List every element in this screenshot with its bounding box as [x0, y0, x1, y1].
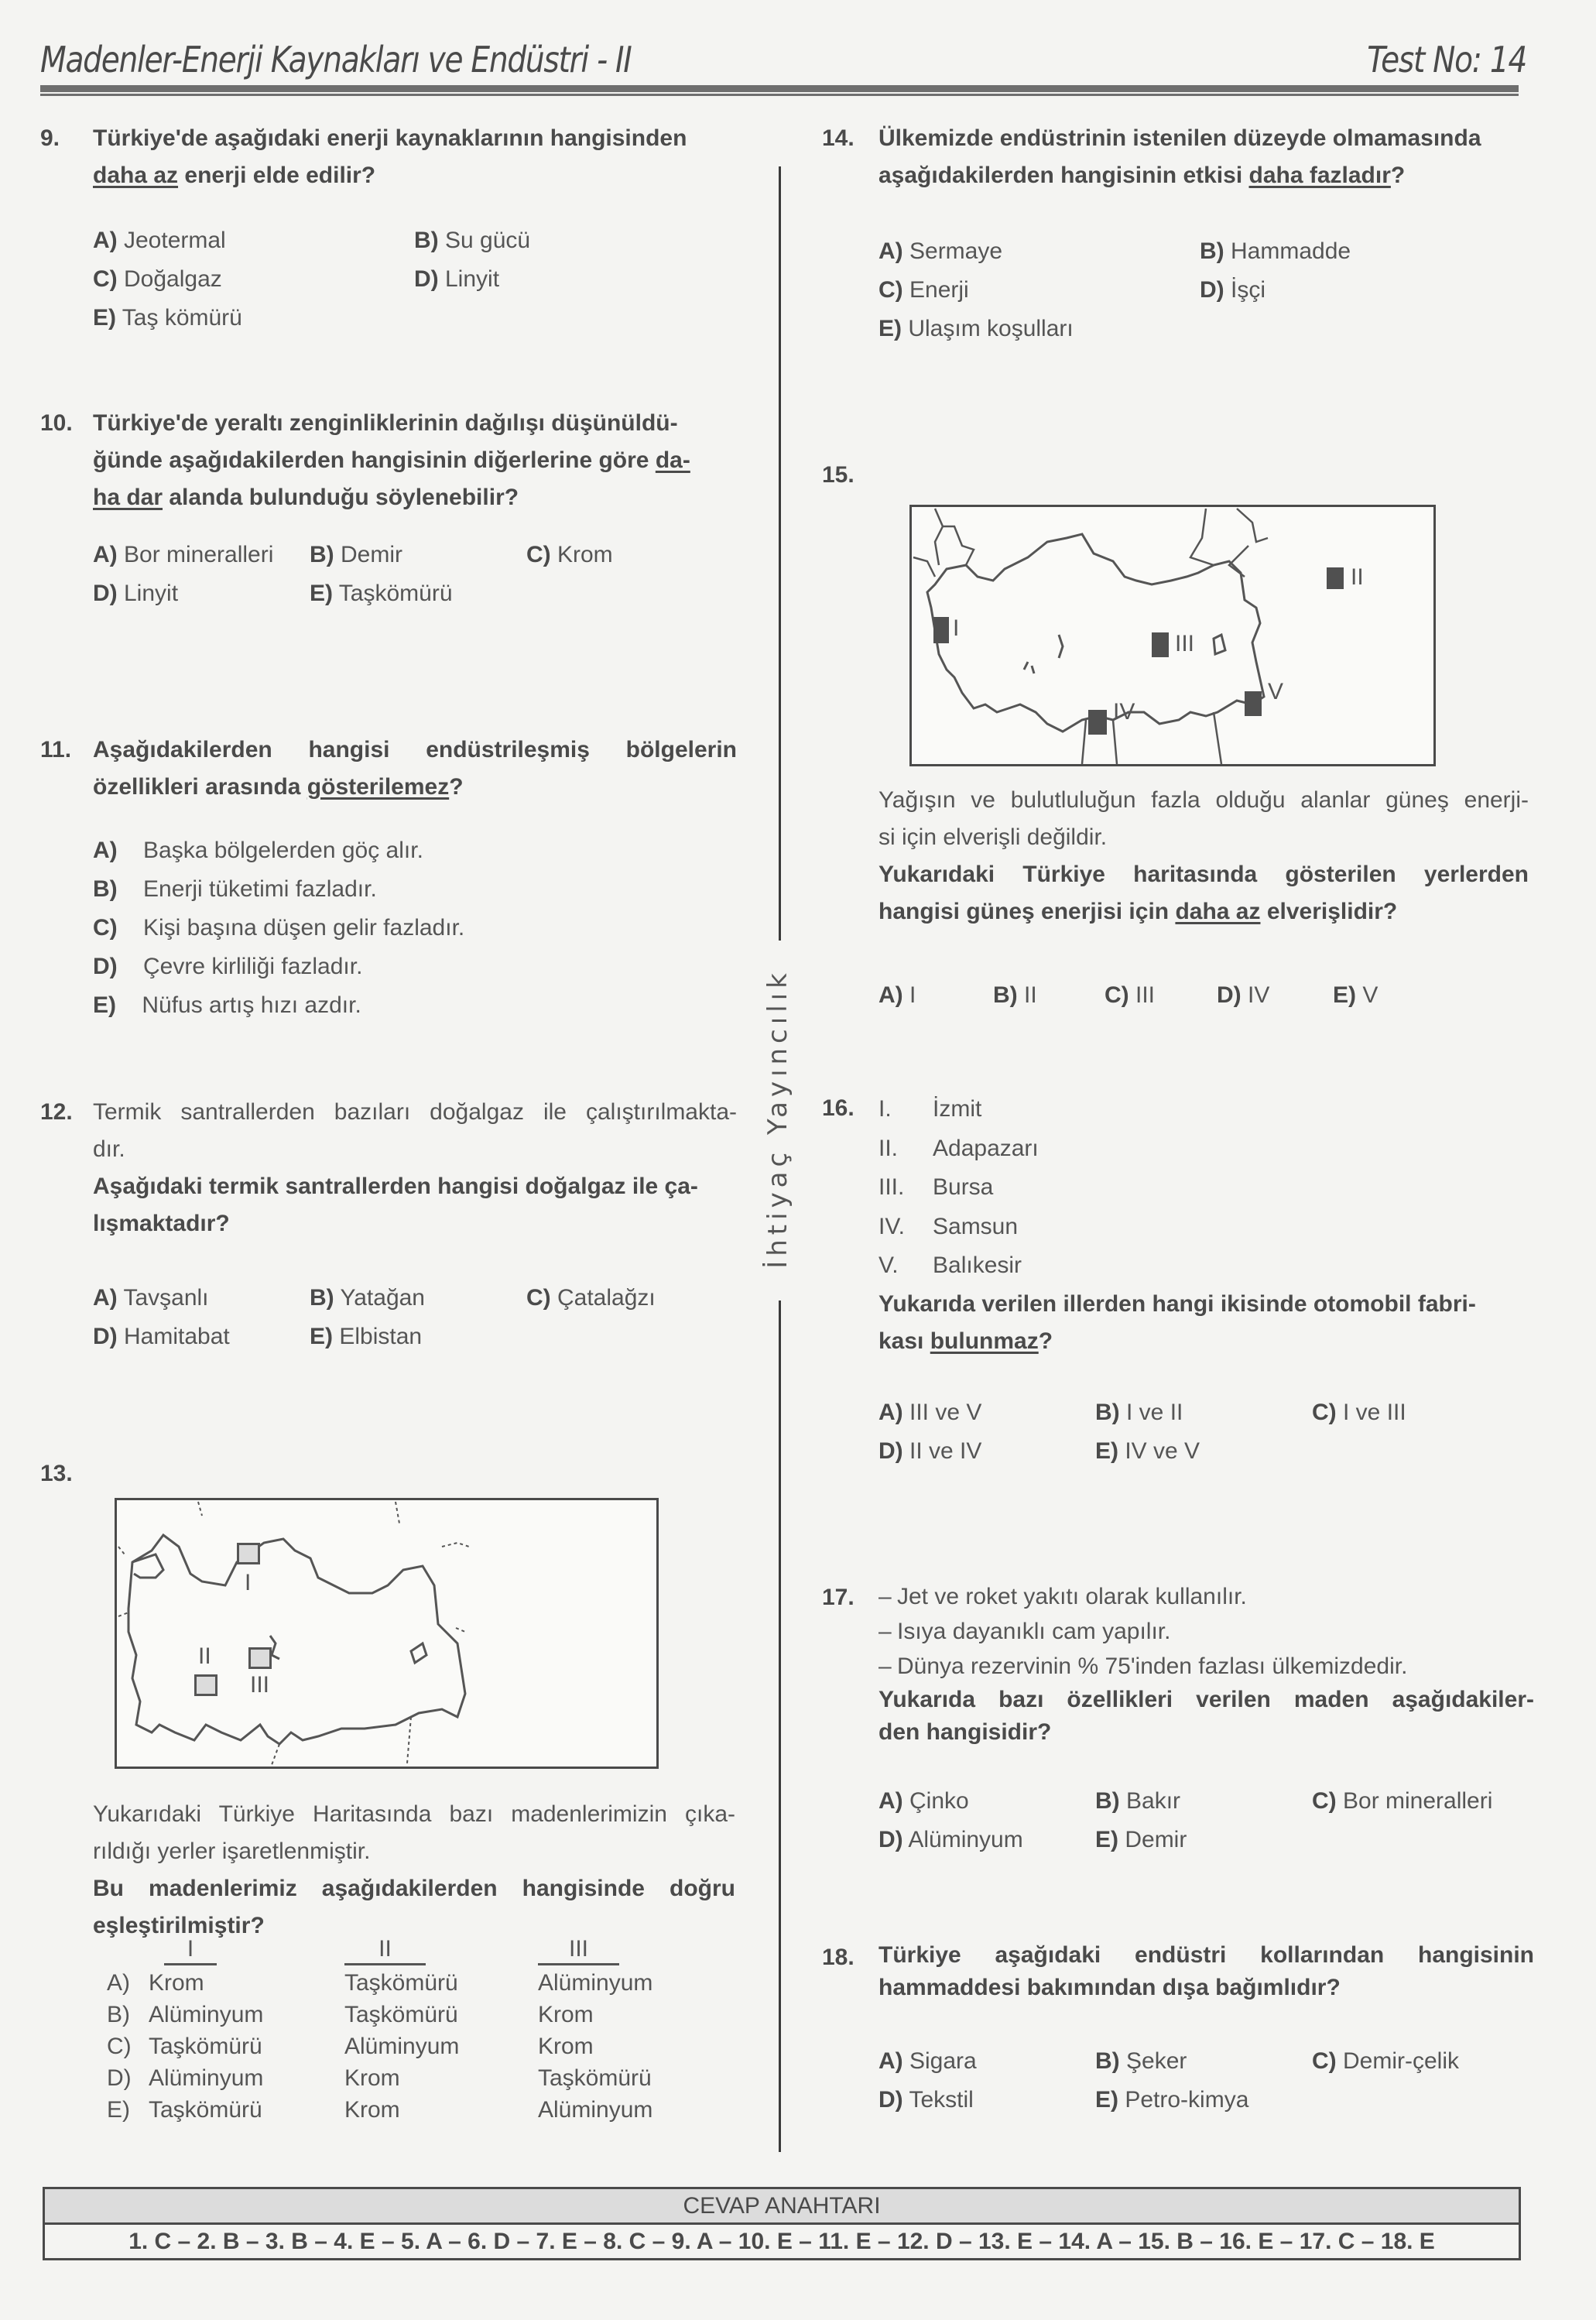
question-premise: Yağışın ve bulutluluğun fazla olduğu alanlar güneş enerji- si için elverişli değildir. — [878, 787, 1529, 850]
option-c[interactable]: C) Bor mineralleri — [1312, 1788, 1493, 1814]
option-b[interactable]: B) Bakır — [1095, 1788, 1181, 1814]
question-number: 17. — [822, 1585, 855, 1610]
list-item: II. Adapazarı — [878, 1135, 1039, 1161]
turkey-outline-icon — [912, 507, 1433, 764]
column-header: III — [538, 1935, 619, 1965]
marker-ii — [194, 1674, 217, 1696]
option-e[interactable]: E) Taşkömürü — [310, 581, 453, 606]
table-row[interactable]: E) Taşkömürü Krom Alüminyum — [107, 2097, 653, 2123]
answer-key-answers: 1. C – 2. B – 3. B – 4. E – 5. A – 6. D – 7. E – 8. C – 9. A – 10. E – 11. E – 12. D – 13. E – 14. A – 15. B – 16. E – 17. C – 18. E — [128, 2228, 1435, 2254]
option-a[interactable]: A) Çinko — [878, 1788, 969, 1814]
marker-ii — [1327, 567, 1344, 589]
option-d[interactable]: D) Alüminyum — [878, 1827, 1023, 1852]
question-stem: Türkiye'de aşağıdaki enerji kaynaklarının hangisinden daha az enerji elde edilir? — [93, 125, 687, 188]
question-number: 10. — [40, 410, 73, 436]
option-a[interactable]: A) Sigara — [878, 2048, 977, 2074]
publisher-brand: İhtiyaç Yayıncılık — [762, 968, 794, 1269]
question-stem: Türkiye'de yeraltı zenginliklerinin dağılışı düşünüldü- ğünde aşağıdakilerden hangisinin diğerlerine göre da- ha dar alanda bulunduğu söylenebilir? — [93, 410, 690, 510]
marker-iv — [1088, 710, 1107, 735]
option-b[interactable]: B) Su gücü — [414, 228, 531, 253]
question-premise: Yukarıdaki Türkiye Haritasında bazı madenlerimizin çıka- rıldığı yerler işaretlenmiştir. — [93, 1801, 735, 1864]
option-b[interactable]: B) II — [993, 982, 1037, 1008]
marker-i — [237, 1543, 260, 1564]
option-c[interactable]: C) Krom — [526, 542, 613, 567]
option-c[interactable]: C) Demir-çelik — [1312, 2048, 1459, 2074]
option-e[interactable]: E) Demir — [1095, 1827, 1187, 1852]
question-number: 18. — [822, 1945, 855, 1970]
page-title: Madenler-Enerji Kaynakları ve Endüstri - II — [40, 39, 632, 81]
emphasis-underline: daha az — [93, 163, 179, 188]
option-d[interactable]: D) II ve IV — [878, 1438, 982, 1464]
table-row[interactable]: B) Alüminyum Taşkömürü Krom — [107, 2002, 594, 2027]
question-number: 14. — [822, 125, 855, 151]
column-divider-bottom — [779, 1301, 781, 2152]
question-stem: Ülkemizde endüstrinin istenilen düzeyde olmamasında aşağıdakilerden hangisinin etkisi daha fazladır? — [878, 125, 1481, 188]
table-row[interactable]: D) Alüminyum Krom Taşkömürü — [107, 2065, 652, 2091]
turkey-map-q15: I II III IV V — [909, 505, 1436, 766]
question-13-number: 13. — [40, 1461, 73, 1486]
city-list — [878, 1090, 1534, 1286]
question-stem: Yukarıda verilen illerden hangi ikisinde otomobil fabri- kası bulunmaz? — [878, 1290, 1476, 1354]
option-b[interactable]: B) Enerji tüketimi fazladır. — [93, 876, 377, 902]
marker-v — [1245, 691, 1262, 716]
option-d[interactable]: D) Linyit — [414, 266, 500, 292]
option-d[interactable]: D) IV — [1217, 982, 1270, 1008]
question-14 — [822, 120, 1534, 357]
answer-key-title: CEVAP ANAHTARI — [45, 2189, 1519, 2225]
column-divider-top — [779, 166, 781, 941]
option-d[interactable]: D) İşçi — [1200, 277, 1265, 303]
option-b[interactable]: B) Yatağan — [310, 1285, 425, 1311]
test-number: Test No: 14 — [1367, 39, 1526, 81]
list-item: IV. Samsun — [878, 1213, 1019, 1239]
list-item: – Isıya dayanıklı cam yapılır. — [878, 1619, 1171, 1644]
option-b[interactable]: B) Demir — [310, 542, 402, 567]
option-e[interactable]: E) Taş kömürü — [93, 305, 242, 331]
question-10 — [40, 405, 737, 622]
option-e[interactable]: E) Petro-kimya — [1095, 2087, 1249, 2113]
question-9 — [40, 120, 737, 346]
question-stem: Yukarıdaki Türkiye haritasında gösterilen yerlerden hangisi güneş enerjisi için daha az elverişlidir? — [878, 862, 1529, 924]
turkey-outline-icon — [117, 1500, 656, 1767]
option-b[interactable]: B) I ve II — [1095, 1399, 1183, 1425]
question-18 — [822, 1939, 1534, 2128]
option-a[interactable]: A) III ve V — [878, 1399, 982, 1425]
option-c[interactable]: C) III — [1105, 982, 1156, 1008]
list-item: III. Bursa — [878, 1174, 994, 1200]
option-c[interactable]: C) Çatalağzı — [526, 1285, 656, 1311]
option-c[interactable]: C) I ve III — [1312, 1399, 1406, 1425]
option-a[interactable]: A) Tavşanlı — [93, 1285, 209, 1311]
question-12 — [40, 1094, 737, 1365]
question-number: 9. — [40, 125, 60, 151]
marker-iii — [248, 1647, 272, 1669]
question-number: 11. — [40, 737, 72, 762]
table-row[interactable]: C) Taşkömürü Alüminyum Krom — [107, 2034, 594, 2059]
option-a[interactable]: A) Bor mineralleri — [93, 542, 274, 567]
option-a[interactable]: A) Jeotermal — [93, 228, 226, 253]
question-stem: Türkiye aşağıdaki endüstri kollarından hangisinin hammaddesi bakımından dışa bağımlıdır? — [878, 1942, 1534, 2000]
question-stem: Yukarıda bazı özellikleri verilen maden aşağıdakiler- den hangisidir? — [878, 1687, 1534, 1745]
option-a[interactable]: A) Sermaye — [878, 238, 1003, 264]
option-d[interactable]: D) Çevre kirliliği fazladır. — [93, 954, 363, 979]
question-stem: Bu madenlerimiz aşağıdakilerden hangisinde doğru eşleştirilmiştir? — [93, 1876, 735, 1938]
marker-iii — [1152, 632, 1169, 657]
list-item: I. İzmit — [878, 1096, 982, 1122]
option-d[interactable]: D) Tekstil — [878, 2087, 974, 2113]
option-a[interactable]: A) I — [878, 982, 916, 1008]
question-premise: Termik santrallerden bazıları doğalgaz ile çalıştırılmakta- dır. — [93, 1099, 737, 1162]
property-list — [878, 1579, 1534, 1684]
option-e[interactable]: E) Ulaşım koşulları — [878, 316, 1074, 341]
option-c[interactable]: C) Doğalgaz — [93, 266, 222, 292]
option-e[interactable]: E) IV ve V — [1095, 1438, 1200, 1464]
column-header: I — [164, 1935, 217, 1965]
option-c[interactable]: C) Enerji — [878, 277, 969, 303]
option-e[interactable]: E) Elbistan — [310, 1324, 423, 1349]
option-b[interactable]: B) Hammadde — [1200, 238, 1351, 264]
option-e[interactable]: E) Nüfus artış hızı azdır. — [93, 992, 361, 1018]
question-15-number: 15. — [822, 462, 855, 488]
question-13 — [93, 1796, 735, 1945]
question-number: 12. — [40, 1099, 73, 1125]
option-c[interactable]: C) Kişi başına düşen gelir fazladır. — [93, 915, 465, 941]
answer-key — [43, 2187, 1521, 2260]
marker-i — [933, 617, 949, 643]
question-number: 16. — [822, 1095, 855, 1121]
list-item: – Jet ve roket yakıtı olarak kullanılır. — [878, 1584, 1247, 1609]
question-15 — [878, 782, 1529, 1016]
option-e[interactable]: E) V — [1333, 982, 1379, 1008]
option-b[interactable]: B) Şeker — [1095, 2048, 1187, 2074]
turkey-map-q13: I II III — [115, 1498, 659, 1769]
option-a[interactable]: A) Başka bölgelerden göç alır. — [93, 838, 423, 863]
question-16 — [822, 1090, 1534, 1479]
question-11 — [40, 732, 737, 1033]
option-d[interactable]: D) Hamitabat — [93, 1324, 230, 1349]
list-item: V. Balıkesir — [878, 1253, 1022, 1278]
list-item: – Dünya rezervinin % 75'inden fazlası ülkemizdedir. — [878, 1653, 1408, 1679]
column-header: II — [344, 1935, 426, 1965]
header-rule-thin — [40, 94, 1519, 96]
option-d[interactable]: D) Linyit — [93, 581, 179, 606]
question-stem: Aşağıdakilerden hangisi endüstrileşmiş bölgelerin özellikleri arasında gösterilemez? — [93, 737, 737, 800]
question-stem: Aşağıdaki termik santrallerden hangisi doğalgaz ile ça- lışmaktadır? — [93, 1174, 698, 1236]
table-row[interactable]: A) Krom Taşkömürü Alüminyum — [107, 1970, 653, 1996]
header-rule-thick — [40, 85, 1519, 92]
question-17 — [822, 1579, 1534, 1868]
